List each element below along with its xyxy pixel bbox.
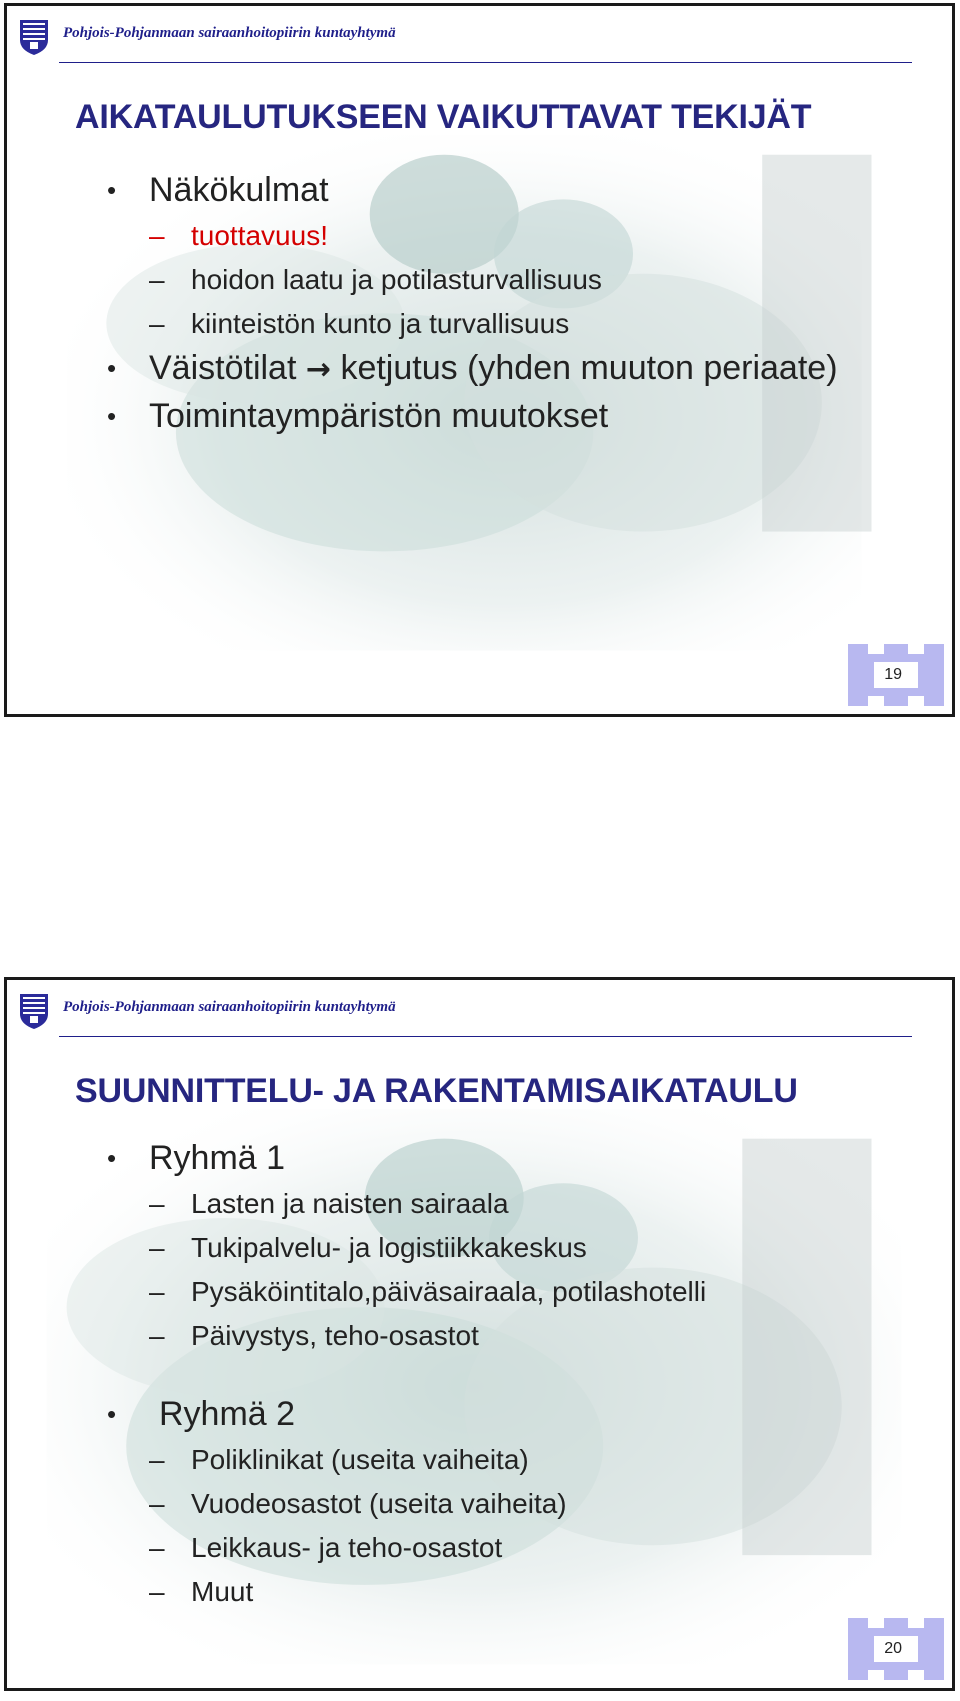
slide-19 bbox=[4, 3, 955, 717]
list-item: – tuottavuus! bbox=[107, 214, 912, 258]
list-item: • Näkökulmat bbox=[107, 168, 912, 212]
list-item: – Päivystys, teho-osastot bbox=[107, 1314, 912, 1358]
org-header bbox=[15, 990, 912, 1038]
list-item: – Muut bbox=[107, 1570, 912, 1614]
list-item: – hoidon laatu ja potilasturvallisuus bbox=[107, 258, 912, 302]
header-divider bbox=[59, 1036, 912, 1037]
list-item: – Pysäköintitalo,päiväsairaala, potilashotelli bbox=[107, 1270, 912, 1314]
org-header bbox=[15, 16, 912, 64]
list-item: • Ryhmä 1 bbox=[107, 1136, 912, 1180]
list-item: – Leikkaus- ja teho-osastot bbox=[107, 1526, 912, 1570]
crest-icon bbox=[19, 18, 49, 56]
list-item: – Tukipalvelu- ja logistiikkakeskus bbox=[107, 1226, 912, 1270]
list-item: – kiinteistön kunto ja turvallisuus bbox=[107, 302, 912, 346]
page-number: 19 bbox=[884, 666, 902, 683]
arrow-right-icon: → bbox=[305, 352, 331, 387]
list-item: • Ryhmä 2 bbox=[107, 1392, 912, 1436]
organization-name: Pohjois-Pohjanmaan sairaanhoitopiirin kuntayhtymä bbox=[63, 999, 396, 1015]
list-item: – Vuodeosastot (useita vaiheita) bbox=[107, 1482, 912, 1526]
header-divider bbox=[59, 62, 912, 63]
slide-title: AIKATAULUTUKSEEN VAIKUTTAVAT TEKIJÄT bbox=[75, 98, 812, 136]
list-item: – Lasten ja naisten sairaala bbox=[107, 1182, 912, 1226]
organization-name: Pohjois-Pohjanmaan sairaanhoitopiirin kuntayhtymä bbox=[63, 25, 396, 41]
slide-20 bbox=[4, 977, 955, 1691]
list-item: • Väistötilat → ketjutus (yhden muuton periaate) bbox=[107, 346, 912, 392]
bullet-list bbox=[107, 168, 912, 440]
bullet-list bbox=[107, 1136, 912, 1614]
slide-title: SUUNNITTELU- JA RAKENTAMISAIKATAULU bbox=[75, 1072, 798, 1110]
list-item: – Poliklinikat (useita vaiheita) bbox=[107, 1438, 912, 1482]
list-item: • Toimintaympäristön muutokset bbox=[107, 394, 912, 438]
page-number: 20 bbox=[884, 1640, 902, 1657]
crest-icon bbox=[19, 992, 49, 1030]
